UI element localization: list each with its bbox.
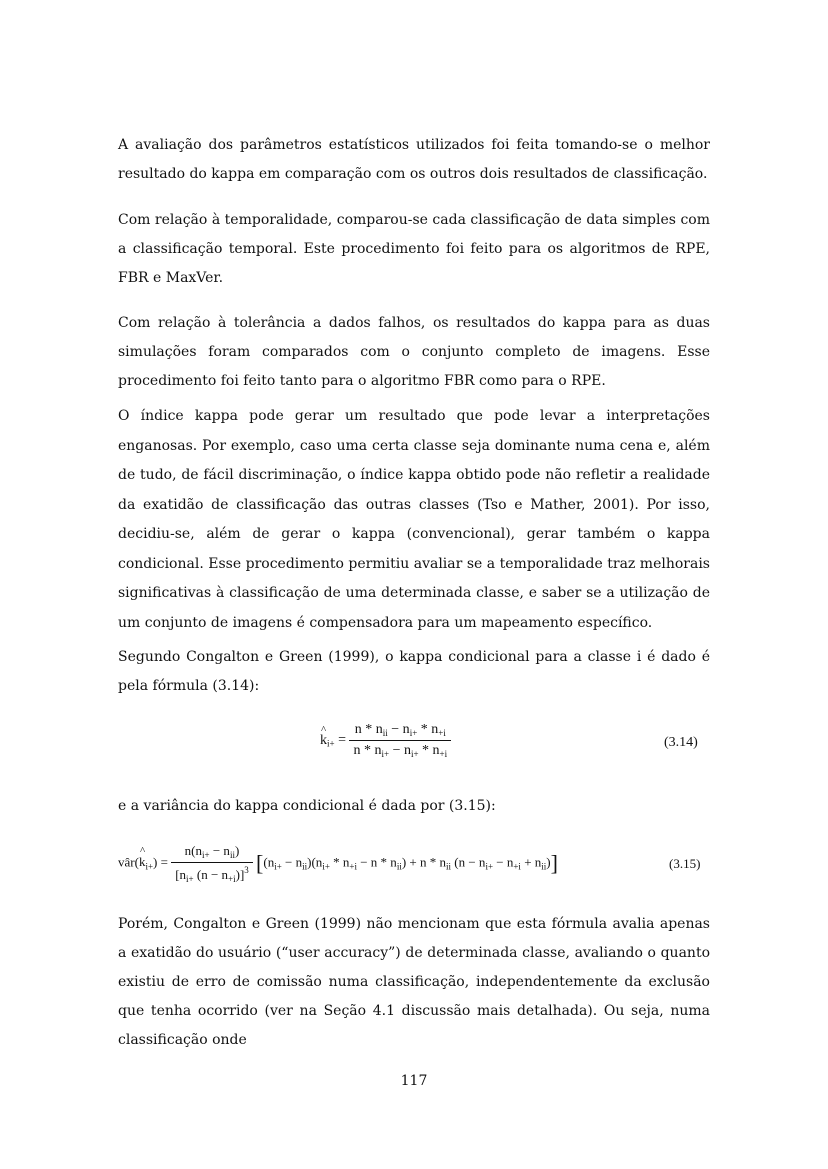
paragraph-congalton: Segundo Congalton e Green (1999), o kappa condicional para a classe i é dado é pela fórmula (3.14): bbox=[118, 649, 710, 694]
page-number: 117 bbox=[400, 1073, 428, 1089]
paragraph-tolerance: Com relação à tolerância a dados falhos, os resultados do kappa para as duas simulações foram comparados com o conjunto completo de imagens. Esse procedimento foi feito tanto para o algoritmo FBR como para o RPE. bbox=[118, 315, 710, 389]
paragraph-temporality: Com relação à temporalidade, comparou-se cada classificação de data simples com a classificação temporal. Este procedimento foi feito para os algoritmos de RPE, FBR e MaxVer. bbox=[118, 212, 710, 286]
equation-conditional-kappa: ^ $k_{i+}$ = $\frac{n * n_{ii} - n_{i+} * n_{+i}}{n * n_{i+} - n_{i+} * n_{+i}}$ bbox=[320, 722, 451, 759]
equation-number-3-15: (3.15) bbox=[669, 856, 701, 871]
paragraph-evaluation: A avaliação dos parâmetros estatísticos utilizados foi feita tomando-se o melhor resultado do kappa em comparação com os outros dois resultados de classificação. bbox=[118, 137, 710, 182]
equation-variance: vâr(^ $k_{i+}$) = $\frac{n(n_{i+} - n_{ii})}{[n_{i+} (n - n_{+i})]^3}$ [$(n_{i+} - n_{ii})(n_{i+} * n_{+i} - n * n_{ii}) + n * n_{ii}$ $(n - n_{i+} - n_{+i} + n_{ii})$] bbox=[118, 843, 558, 884]
paragraph-variance: e a variância do kappa condicional é dada por (3.15): bbox=[118, 798, 496, 814]
paragraph-kappa-index: O índice kappa pode gerar um resultado que pode levar a interpretações enganosas. Por exemplo, caso uma certa classe seja dominante numa cena e, além de tudo, de fácil discriminação, o índice kappa obtido pode não refletir a realidade da exatidão de classificação das outras classes (Tso e Mather, 2001). Por isso, decidiu-se, além de gerar o kappa (convencional), gerar também o kappa condicional. Esse procedimento permitiu avaliar se a temporalidade traz melhorais significativas à classificação de uma determinada classe, e saber se a utilização de um conjunto de imagens é compensadora para um mapeamento específico. bbox=[118, 408, 710, 631]
equation-number-3-14: (3.14) bbox=[664, 735, 698, 750]
paragraph-however: Porém, Congalton e Green (1999) não mencionam que esta fórmula avalia apenas a exatidão do usuário (“user accuracy”) de determinada classe, avaliando o quanto existiu de erro de comissão numa classificação, independentemente da exclusão que tenha ocorrido (ver na Seção 4.1 discussão mais detalhada). Ou seja, numa classificação onde bbox=[118, 916, 710, 1048]
